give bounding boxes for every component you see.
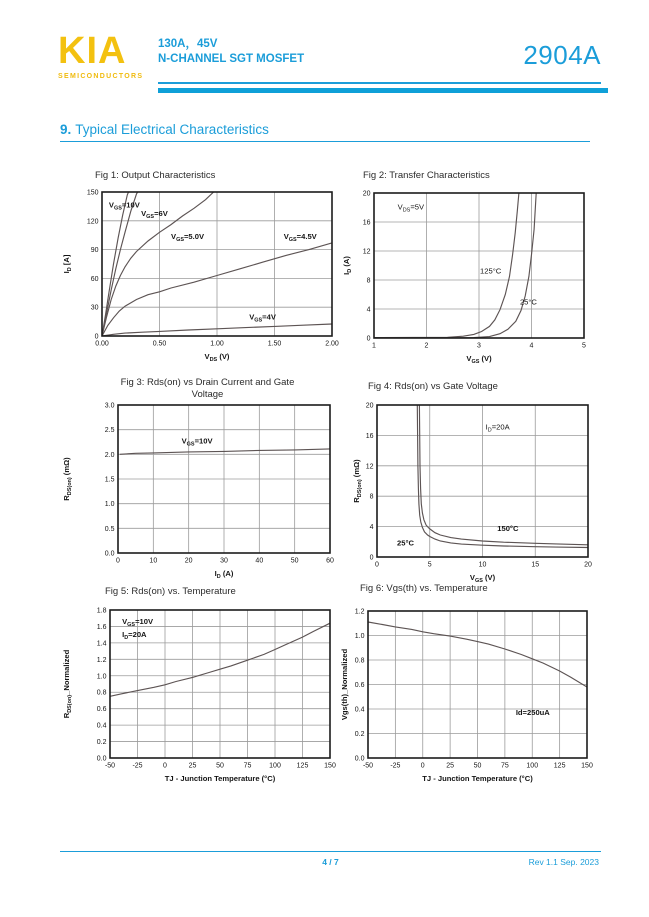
svg-text:125°C: 125°C bbox=[480, 266, 502, 276]
svg-text:8: 8 bbox=[366, 277, 371, 285]
svg-text:VGS (V): $V_{GS}$ (V) bbox=[466, 354, 492, 365]
svg-text:0: 0 bbox=[369, 554, 374, 562]
svg-text:125: 125 bbox=[296, 762, 309, 770]
svg-text:ID [A]: $I_D$ [A] bbox=[62, 254, 73, 274]
svg-text:VGS=5.0V: $V_{GS}=5.0V$ bbox=[171, 232, 205, 244]
svg-text:ID (A): $I_D$ (A) bbox=[214, 569, 234, 580]
svg-text:RDS(on) (mΩ): $R_{DS(on)}$ (mΩ) bbox=[62, 457, 73, 501]
figure-3-title-line2: Voltage bbox=[191, 389, 224, 400]
svg-text:ID=20A: $I_D=20A$ bbox=[122, 630, 147, 642]
svg-text:90: 90 bbox=[90, 247, 99, 255]
svg-text:75: 75 bbox=[243, 762, 252, 770]
svg-text:3: 3 bbox=[477, 342, 481, 350]
figure-4-title: Fig 4: Rds(on) vs Gate Voltage bbox=[368, 381, 498, 392]
svg-text:-50: -50 bbox=[362, 762, 374, 770]
svg-text:ID=20A: $I_D=20A$ bbox=[485, 422, 510, 434]
svg-text:0.2: 0.2 bbox=[96, 739, 107, 747]
svg-text:1.8: 1.8 bbox=[96, 607, 107, 615]
svg-text:Vgs(th)_Normalized: Vgs(th)_Normalized bbox=[340, 648, 349, 721]
svg-text:0: 0 bbox=[94, 333, 99, 341]
figure-3-rdson-vs-current bbox=[60, 377, 355, 604]
svg-text:20: 20 bbox=[184, 557, 193, 565]
logo-text: KIA bbox=[58, 30, 127, 72]
svg-text:50: 50 bbox=[290, 557, 299, 565]
svg-text:ID (A): $I_D$ (A) bbox=[342, 256, 353, 275]
svg-text:1.0: 1.0 bbox=[354, 633, 365, 640]
svg-text:0.4: 0.4 bbox=[354, 706, 365, 714]
svg-text:2.5: 2.5 bbox=[104, 427, 115, 435]
svg-text:30: 30 bbox=[220, 557, 228, 565]
figure-5-chart bbox=[60, 600, 340, 812]
svg-text:VGS=6V: $V_{GS}=6V$ bbox=[141, 209, 168, 220]
svg-text:25°C: 25°C bbox=[397, 538, 415, 548]
figure-4-rdson-vs-gate-voltage bbox=[350, 381, 600, 608]
svg-text:4: 4 bbox=[529, 342, 534, 350]
svg-text:30: 30 bbox=[90, 304, 99, 312]
svg-text:15: 15 bbox=[531, 561, 540, 569]
svg-text:VGS (V): $V_{GS}$ (V) bbox=[469, 573, 496, 584]
svg-text:VGS=4.5V: $V_{GS}=4.5V$ bbox=[283, 232, 317, 244]
section-title: Typical Electrical Characteristics bbox=[75, 122, 269, 137]
svg-text:12: 12 bbox=[365, 463, 374, 471]
svg-text:1.0: 1.0 bbox=[96, 673, 107, 681]
svg-text:0: 0 bbox=[375, 561, 379, 569]
figure-3-title: Fig 3: Rds(on) vs Drain Current and Gate Voltage bbox=[120, 377, 295, 400]
svg-text:-25: -25 bbox=[132, 762, 143, 770]
svg-text:0.00: 0.00 bbox=[95, 340, 109, 348]
figure-5-rdson-vs-temperature bbox=[60, 586, 340, 817]
svg-text:VGS=10V: $V_{GS}=10V$ bbox=[122, 616, 154, 628]
svg-text:-25: -25 bbox=[390, 762, 401, 770]
svg-text:120: 120 bbox=[86, 218, 99, 226]
svg-text:1.0: 1.0 bbox=[104, 501, 115, 509]
svg-text:0: 0 bbox=[116, 557, 120, 565]
svg-text:0.0: 0.0 bbox=[104, 550, 115, 558]
svg-text:VDS=5V: $V_{DS}=5V$ bbox=[397, 202, 425, 214]
svg-text:0.0: 0.0 bbox=[96, 755, 107, 763]
svg-text:16: 16 bbox=[365, 432, 374, 440]
svg-text:40: 40 bbox=[255, 557, 264, 565]
svg-text:0.0: 0.0 bbox=[354, 755, 365, 763]
svg-text:RDS(on) (mΩ): $R_{DS(on)}$ (mΩ) bbox=[352, 459, 363, 503]
svg-text:16: 16 bbox=[362, 219, 371, 227]
svg-text:TJ - Junction Temperature (°C): TJ - Junction Temperature (°C) bbox=[164, 774, 276, 783]
svg-text:0: 0 bbox=[420, 762, 425, 770]
figure-4-chart bbox=[350, 395, 600, 603]
svg-text:12: 12 bbox=[362, 248, 371, 256]
svg-text:TJ - Junction Temperature (°C): TJ - Junction Temperature (°C) bbox=[422, 774, 533, 783]
svg-text:10: 10 bbox=[478, 561, 487, 569]
svg-text:0.4: 0.4 bbox=[96, 722, 107, 730]
svg-text:60: 60 bbox=[90, 275, 99, 283]
figure-6-title: Fig 6: Vgs(th) vs. Temperature bbox=[360, 583, 488, 594]
svg-text:100: 100 bbox=[269, 762, 281, 770]
svg-text:50: 50 bbox=[473, 762, 482, 770]
svg-text:20: 20 bbox=[362, 190, 371, 198]
svg-text:0.2: 0.2 bbox=[354, 731, 365, 738]
svg-text:25°C: 25°C bbox=[519, 297, 537, 307]
svg-text:150: 150 bbox=[324, 762, 336, 770]
svg-text:0.8: 0.8 bbox=[96, 689, 107, 697]
svg-text:125: 125 bbox=[553, 762, 566, 770]
logo-subtitle: SEMICONDUCTORS bbox=[58, 73, 144, 80]
svg-text:1.6: 1.6 bbox=[96, 623, 107, 631]
figure-1-chart bbox=[60, 184, 340, 384]
svg-text:5: 5 bbox=[427, 561, 432, 569]
header-rule-thin bbox=[158, 82, 601, 84]
svg-text:150°C: 150°C bbox=[497, 524, 519, 534]
figure-2-chart bbox=[340, 184, 596, 384]
svg-text:1.5: 1.5 bbox=[104, 476, 115, 484]
svg-text:3.0: 3.0 bbox=[104, 402, 115, 410]
figure-2-transfer-characteristics bbox=[340, 170, 596, 389]
svg-text:0.6: 0.6 bbox=[96, 706, 107, 714]
section-heading bbox=[60, 122, 590, 142]
svg-text:1.50: 1.50 bbox=[267, 340, 282, 348]
svg-text:20: 20 bbox=[365, 402, 374, 410]
header-rule-thick bbox=[158, 88, 608, 93]
svg-text:2: 2 bbox=[424, 342, 429, 350]
part-number: 2904A bbox=[523, 40, 601, 70]
figure-1-output-characteristics bbox=[60, 170, 340, 389]
figure-2-title: Fig 2: Transfer Characteristics bbox=[363, 170, 490, 181]
figure-5-title: Fig 5: Rds(on) vs. Temperature bbox=[105, 586, 236, 597]
svg-text:0.5: 0.5 bbox=[104, 525, 115, 533]
svg-text:0.6: 0.6 bbox=[354, 682, 365, 689]
svg-text:20: 20 bbox=[584, 561, 592, 569]
figure-1-title: Fig 1: Output Characteristics bbox=[95, 170, 216, 181]
company-logo bbox=[58, 30, 144, 80]
svg-text:25: 25 bbox=[188, 762, 197, 770]
spec-line-rating: 130A，45V bbox=[158, 38, 218, 50]
figure-6-chart bbox=[338, 597, 600, 807]
svg-text:0.8: 0.8 bbox=[354, 657, 365, 665]
svg-text:0: 0 bbox=[366, 335, 371, 343]
spec-line-type: N-CHANNEL SGT MOSFET bbox=[158, 53, 305, 65]
svg-text:2.00: 2.00 bbox=[325, 340, 339, 348]
svg-text:2.0: 2.0 bbox=[104, 451, 115, 459]
svg-text:75: 75 bbox=[500, 762, 509, 770]
svg-text:1.4: 1.4 bbox=[96, 640, 107, 648]
svg-text:4: 4 bbox=[366, 306, 371, 314]
svg-text:4: 4 bbox=[369, 524, 374, 532]
svg-text:8: 8 bbox=[369, 493, 374, 501]
page-number: 4 / 7 bbox=[322, 857, 339, 867]
svg-text:1: 1 bbox=[372, 342, 376, 350]
section-number: 9. bbox=[60, 122, 72, 137]
svg-text:50: 50 bbox=[216, 762, 224, 770]
svg-text:VGS=4V: $V_{GS}=4V$ bbox=[249, 312, 276, 324]
svg-text:1.2: 1.2 bbox=[96, 656, 107, 664]
svg-text:25: 25 bbox=[446, 762, 455, 770]
svg-text:VGS=10V: $V_{GS}=10V$ bbox=[108, 200, 140, 212]
footer-rule bbox=[60, 851, 601, 852]
svg-text:Id=250uA: Id=250uA bbox=[515, 708, 550, 718]
revision-label: Rev 1.1 Sep. 2023 bbox=[528, 857, 599, 867]
svg-text:VGS=10V: $V_{GS}=10V$ bbox=[181, 436, 213, 448]
svg-text:VDS (V): $V_{DS}$ (V) bbox=[204, 352, 230, 363]
svg-text:0.50: 0.50 bbox=[152, 340, 167, 348]
figure-6-vgsth-vs-temperature bbox=[338, 583, 600, 812]
svg-text:1.2: 1.2 bbox=[354, 608, 365, 616]
svg-text:5: 5 bbox=[582, 342, 586, 350]
svg-text:1.00: 1.00 bbox=[210, 340, 224, 348]
svg-text:RDS(on)_Normalized: $R_{DS(on)}\_Normalized$ bbox=[62, 649, 73, 719]
figure-3-chart bbox=[60, 401, 342, 599]
svg-text:100: 100 bbox=[526, 762, 539, 770]
svg-text:150: 150 bbox=[86, 189, 99, 197]
svg-text:-50: -50 bbox=[104, 762, 116, 770]
svg-text:10: 10 bbox=[149, 557, 158, 565]
svg-text:0: 0 bbox=[163, 762, 167, 770]
svg-text:60: 60 bbox=[326, 557, 334, 565]
device-specs bbox=[158, 37, 304, 67]
svg-text:150: 150 bbox=[581, 762, 593, 770]
